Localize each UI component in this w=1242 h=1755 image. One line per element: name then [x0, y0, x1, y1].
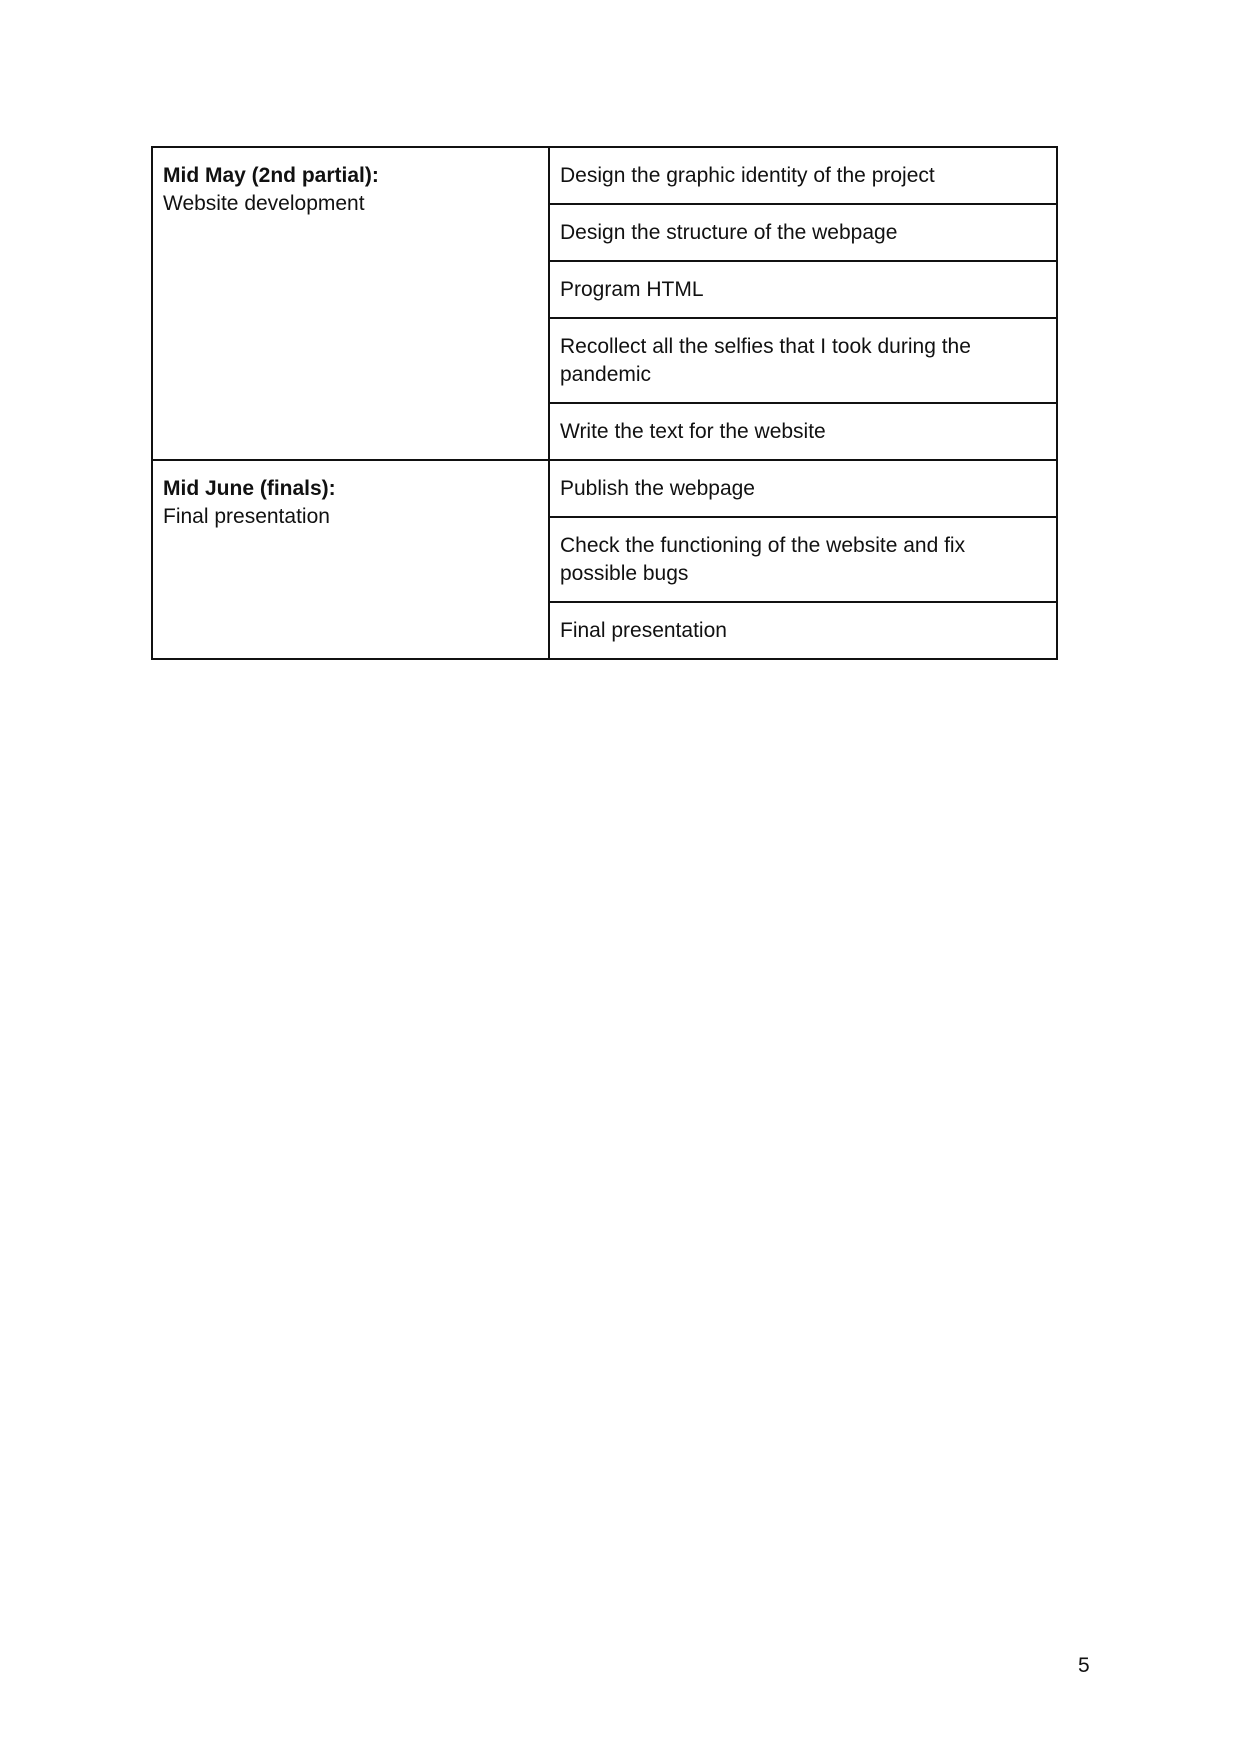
task-cell: Write the text for the website [549, 403, 1057, 460]
page-number: 5 [1078, 1654, 1090, 1677]
task-cell: Program HTML [549, 261, 1057, 318]
task-cell: Publish the webpage [549, 460, 1057, 517]
task-cell: Design the graphic identity of the project [549, 147, 1057, 204]
phase-title: Mid May (2nd partial): [163, 164, 379, 187]
phase-title: Mid June (finals): [163, 477, 336, 500]
phase-description: Website development [163, 192, 365, 215]
phase-description: Final presentation [163, 505, 330, 528]
table-row [152, 460, 1057, 517]
phase-cell [152, 460, 549, 659]
schedule-table [151, 146, 1058, 660]
task-cell: Check the functioning of the website and fix possible bugs [549, 517, 1057, 602]
task-cell: Final presentation [549, 602, 1057, 659]
phase-cell [152, 147, 549, 460]
task-cell: Design the structure of the webpage [549, 204, 1057, 261]
task-cell: Recollect all the selfies that I took during the pandemic [549, 318, 1057, 403]
table-row [152, 147, 1057, 204]
